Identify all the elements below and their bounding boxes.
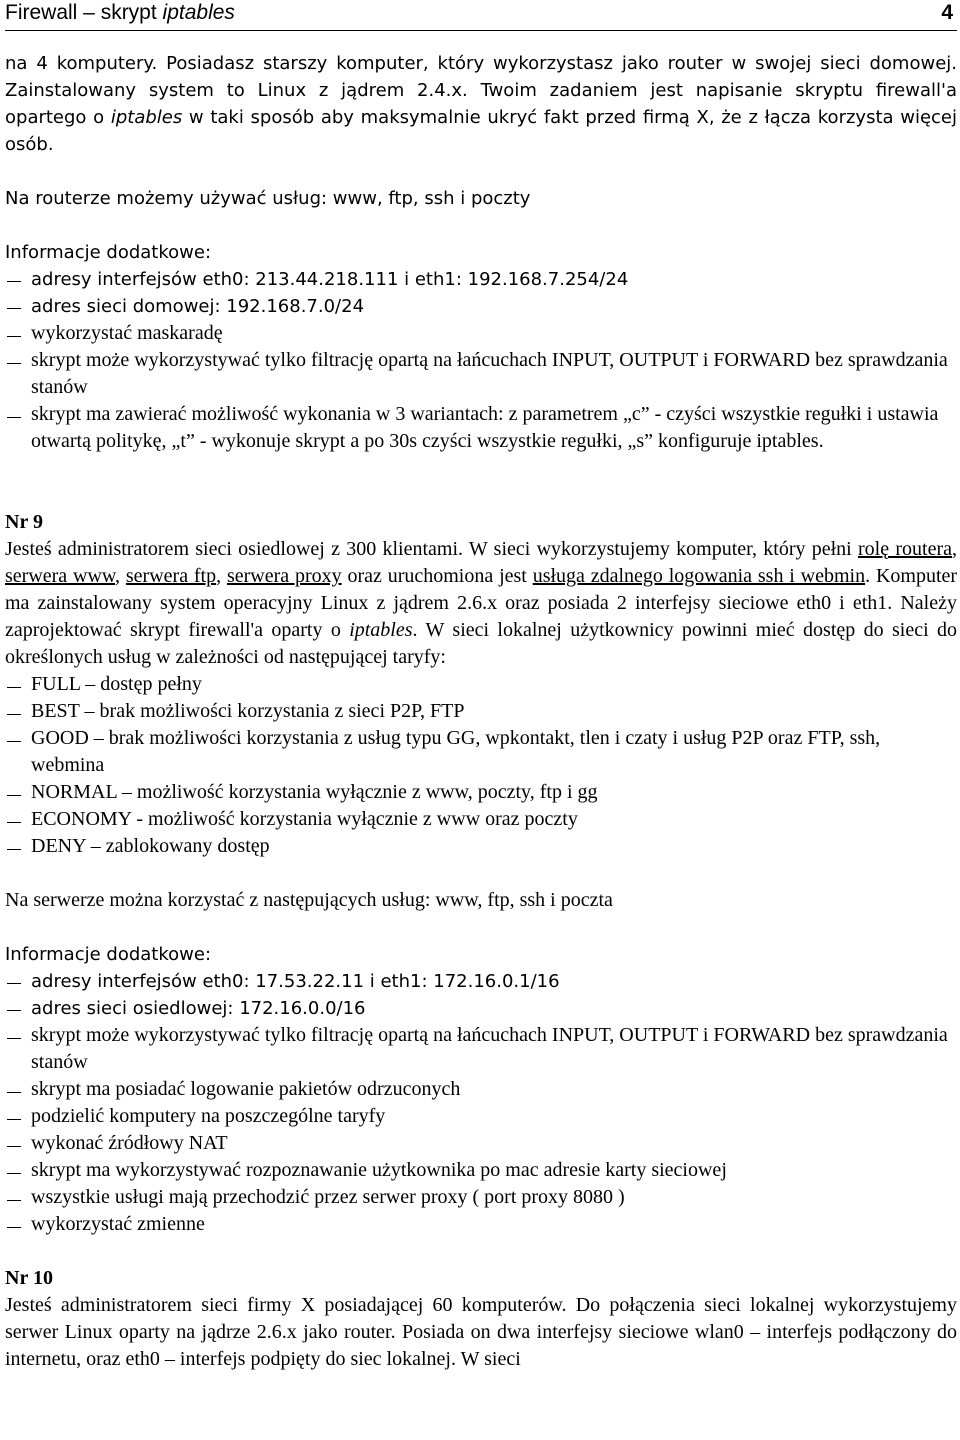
list-item: wykorzystać zmienne: [5, 1211, 957, 1238]
intro-info-list: [5, 266, 957, 320]
tariff-item: DENY – zablokowany dostęp: [5, 833, 957, 860]
underlined-text: serwera www: [5, 565, 116, 587]
list-item: skrypt ma wykorzystywać rozpoznawanie użytkownika po mac adresie karty sieciowej: [5, 1157, 957, 1184]
list-item: wszystkie usługi mają przechodzić przez serwer proxy ( port proxy 8080 ): [5, 1184, 957, 1211]
list-item: wykonać źródłowy NAT: [5, 1130, 957, 1157]
task-paragraph: Jesteś administratorem sieci firmy X posiadającej 60 komputerów. Do połączenia sieci lokalnej wykorzystujemy serwer Linux oparty na jądrze 2.6.x jako router. Posiada on dwa interfejsy sieciowe wlan0 – interfejs podłączony do internetu, oraz eth0 – interfejs podpięty do siec lokalnej. W sieci: [5, 1294, 957, 1370]
list-item: skrypt ma posiadać logowanie pakietów odrzuconych: [5, 1076, 957, 1103]
page-number: 4: [941, 1, 953, 24]
nr9-info-serif: [5, 1022, 957, 1238]
list-item: skrypt ma zawierać możliwość wykonania w 3 wariantach: z parametrem „c” - czyści wszystkie regułki i ustawia otwartą politykę, „t” - wykonuje skrypt a po 30s czyści wszystkie regułki, „s” konfiguruje iptables.: [5, 401, 957, 455]
tariff-item: FULL – dostęp pełny: [5, 671, 957, 698]
intro-services: Na routerze możemy używać usług: www, ftp, ssh i poczty: [5, 188, 531, 209]
underlined-text: usługa zdalnego logowania ssh i webmin: [532, 565, 866, 587]
list-item: skrypt może wykorzystywać tylko filtrację opartą na łańcuchach INPUT, OUTPUT i FORWARD bez sprawdzania stanów: [5, 1022, 957, 1076]
underlined-text: serwera proxy: [226, 565, 342, 587]
list-item: adres sieci domowej: 192.168.7.0/24: [5, 293, 957, 320]
list-item: wykorzystać maskaradę: [5, 320, 957, 347]
tariff-item: GOOD – brak możliwości korzystania z usług typu GG, wpkontakt, tlen i czaty i usług P2P oraz FTP, ssh, webmina: [5, 725, 957, 779]
task-nr10: [5, 1265, 957, 1373]
list-item: adres sieci osiedlowej: 172.16.0.0/16: [5, 995, 957, 1022]
intro-info-label: Informacje dodatkowe:: [5, 242, 212, 263]
intro-iptables-em: iptables: [110, 107, 183, 128]
tariff-item: NORMAL – możliwość korzystania wyłącznie z www, poczty, ftp i gg: [5, 779, 957, 806]
tariff-item: BEST – brak możliwości korzystania z sieci P2P, FTP: [5, 698, 957, 725]
list-item: adresy interfejsów eth0: 17.53.22.11 i eth1: 172.16.0.1/16: [5, 968, 957, 995]
iptables-em: iptables: [349, 619, 413, 641]
server-services: Na serwerze można korzystać z następujących usług: www, ftp, ssh i poczta: [5, 889, 613, 911]
task-heading: Nr 9: [5, 511, 43, 533]
nr9-info-list-serif: [5, 1022, 957, 1238]
task-nr9: [5, 509, 957, 914]
intro-section: [5, 50, 957, 320]
list-item: skrypt może wykorzystywać tylko filtrację opartą na łańcuchach INPUT, OUTPUT i FORWARD bez sprawdzania stanów: [5, 347, 957, 401]
underlined-text: serwera ftp: [125, 565, 217, 587]
list-item: podzielić komputery na poszczególne taryfy: [5, 1103, 957, 1130]
header-title-em: iptables: [162, 1, 235, 24]
intro-paragraph: na 4 komputery. Posiadasz starszy komputer, który wykorzystasz jako router w swojej sieci domowej. Zainstalowany system to Linux z jądrem 2.4.x. Twoim zadaniem jest napisanie skryptu firewall'a opartego o iptables w taki sposób aby maksymalnie ukryć fakt przed firmą X, że z łącza korzysta więcej osób.: [5, 53, 957, 155]
nr9-info-label: Informacje dodatkowe:: [5, 944, 212, 965]
intro-info-list-serif: [5, 320, 957, 455]
list-item: adresy interfejsów eth0: 213.44.218.111 i eth1: 192.168.7.254/24: [5, 266, 957, 293]
document-page: [5, 0, 957, 1373]
nr9-info-list: [5, 968, 957, 1022]
nr9-info-sans: [5, 941, 957, 1022]
header-title: Firewall – skrypt iptables: [5, 1, 235, 24]
tariff-item: ECONOMY - możliwość korzystania wyłącznie z www oraz poczty: [5, 806, 957, 833]
tariff-list: [5, 671, 957, 860]
task-heading: Nr 10: [5, 1267, 53, 1289]
intro-section-serif: [5, 320, 957, 455]
task-paragraph: Jesteś administratorem sieci osiedlowej z 300 klientami. W sieci wykorzystujemy komputer, który pełni rolę routera, serwera www, serwera ftp, serwera proxy oraz uruchomiona jest usługa zdalnego logowania ssh i webmin. Komputer ma zainstalowany system operacyjny Linux z jądrem 2.6.x oraz posiada 2 interfejsy sieciowe eth0 i eth1. Należy zaprojektować skrypt firewall'a oparty o iptables. W sieci lokalnej użytkownicy powinni mieć dostęp do sieci do określonych usług w zależności od następującej taryfy:: [5, 538, 958, 668]
underlined-text: rolę routera: [858, 538, 953, 560]
page-header: [5, 0, 957, 31]
